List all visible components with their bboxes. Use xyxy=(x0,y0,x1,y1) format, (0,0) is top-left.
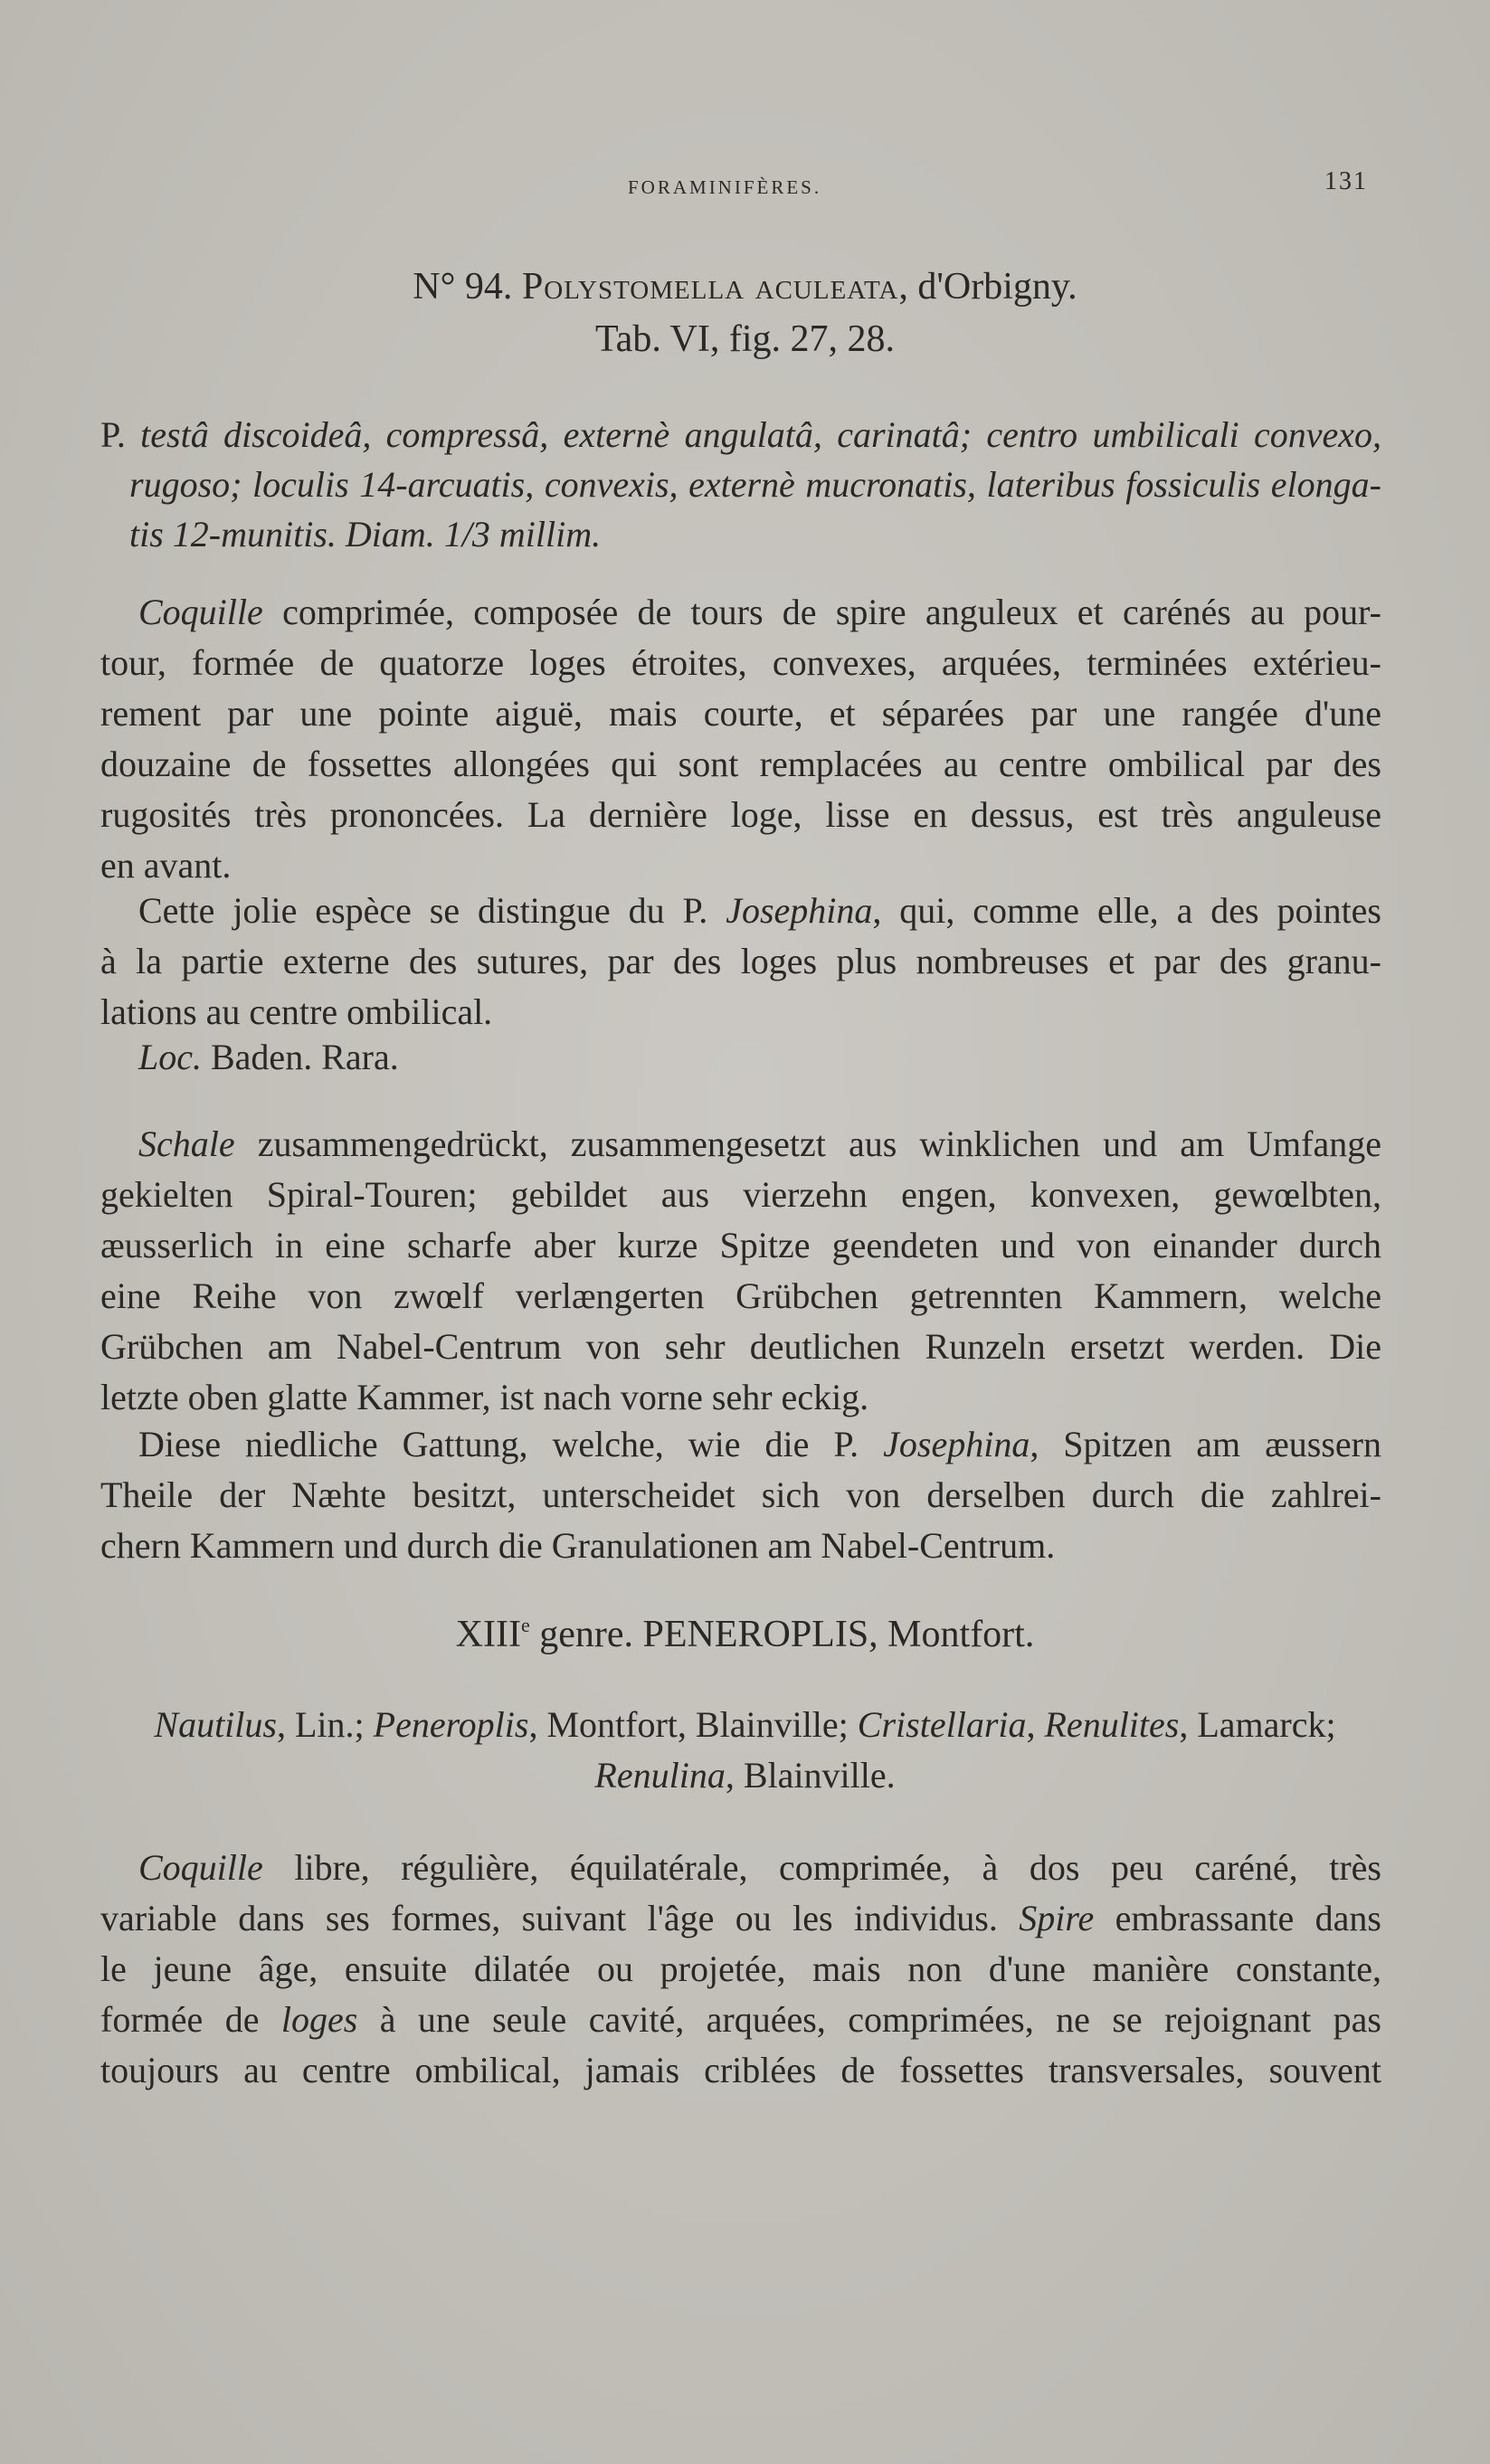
text-line: à la partie externe des sutures, par des loges plus nombreuses et par des granu- xyxy=(100,941,1381,981)
text-line xyxy=(138,888,1381,933)
running-title: FORAMINIFÈRES. xyxy=(628,176,822,198)
term-schale: Schale xyxy=(138,1123,235,1164)
text-line xyxy=(138,590,1381,635)
plate-reference: Tab. VI, fig. 27, 28. xyxy=(594,318,896,360)
latin-text: testâ discoideâ, compressâ, externè angulatâ, carinatâ; centro umbilicali convexo, xyxy=(140,414,1382,455)
text-line: en avant. xyxy=(100,845,232,886)
species-author: , d'Orbigny. xyxy=(898,266,1077,308)
latin-line: rugoso; loculis 14-arcuatis, convexis, externè mucronatis, lateribus fossiculis elonga- xyxy=(129,464,1381,505)
text-line: lations au centre ombilical. xyxy=(100,991,493,1032)
text-line xyxy=(138,1845,1381,1891)
locality-label: Loc. xyxy=(138,1037,202,1077)
page-number: 131 xyxy=(1324,167,1368,195)
term-coquille: Coquille xyxy=(138,592,263,632)
synonym: Renulina xyxy=(594,1755,726,1796)
genus-title xyxy=(0,1612,1490,1657)
locality-text: Baden. Rara. xyxy=(202,1037,399,1077)
synonymy-line xyxy=(0,1702,1490,1748)
synonym-sep: , Lamarck; xyxy=(1179,1704,1336,1745)
text-line xyxy=(100,1997,1381,2042)
line-text: à une seule cavité, arquées, comprimées, ne se rejoignant pas xyxy=(357,1999,1381,2040)
text-line: gekielten Spiral-Touren; gebildet aus vierzehn engen, konvexen, gewœlbten, xyxy=(100,1174,1381,1215)
text-line: le jeune âge, ensuite dilatée ou projetée, mais non d'une manière constante, xyxy=(100,1948,1381,1989)
synonym: Renulites xyxy=(1044,1704,1180,1745)
text-line: Grübchen am Nabel-Centrum von sehr deutlichen Runzeln ersetzt werden. Die xyxy=(100,1326,1381,1367)
latin-line: tis 12-munitis. Diam. 1/3 millim. xyxy=(129,514,602,554)
line-text: libre, régulière, équilatérale, comprimée, à dos peu caréné, très xyxy=(262,1847,1381,1888)
synonym-sep: , Montfort, Blainville; xyxy=(528,1704,858,1745)
synonymy-line xyxy=(0,1753,1490,1798)
term-josephina: Josephina xyxy=(726,890,873,931)
term-coquille: Coquille xyxy=(138,1847,263,1888)
species-number: N° 94. xyxy=(413,266,513,308)
genus-title-text: genre. PENEROPLIS, Montfort. xyxy=(529,1614,1035,1655)
species-title xyxy=(0,264,1490,309)
text-line: letzte oben glatte Kammer, ist nach vorne sehr eckig. xyxy=(100,1377,869,1417)
term-josephina: Josephina xyxy=(883,1424,1030,1464)
text-line xyxy=(138,1122,1381,1167)
line-text: zusammengedrückt, zusammengesetzt aus winklichen und am Umfange xyxy=(234,1123,1381,1164)
synonym: Peneroplis xyxy=(373,1704,529,1745)
text-line xyxy=(138,1422,1381,1467)
text-line: æusserlich in eine scharfe aber kurze Spitze geendeten und von einander durch xyxy=(100,1225,1381,1265)
line-text: formée de xyxy=(100,1999,281,2040)
latin-lead: P. xyxy=(100,414,141,455)
line-text: , Spitzen am æussern xyxy=(1030,1424,1381,1464)
latin-line xyxy=(100,412,1381,458)
line-text: Diese niedliche Gattung, welche, wie die P. xyxy=(138,1424,884,1464)
genus-superscript: e xyxy=(520,1614,530,1636)
synonym-sep: , xyxy=(1026,1704,1045,1745)
text-line: tour, formée de quatorze loges étroites, convexes, arquées, terminées extérieu- xyxy=(100,642,1381,683)
line-text: comprimée, composée de tours de spire anguleux et carénés au pour- xyxy=(262,592,1381,632)
line-text: , qui, comme elle, a des pointes xyxy=(872,890,1382,931)
genus-number: XIII xyxy=(455,1614,521,1655)
text-line xyxy=(100,1896,1381,1941)
term-spire: Spire xyxy=(1019,1898,1095,1938)
synonym-sep: , Lin.; xyxy=(276,1704,374,1745)
line-text: Cette jolie espèce se distingue du P. xyxy=(138,890,726,931)
line-text: variable dans ses formes, suivant l'âge ou les individus. xyxy=(100,1898,1020,1938)
species-name: Polystomella aculeata xyxy=(521,266,899,308)
text-line: toujours au centre ombilical, jamais criblées de fossettes transversales, souvent xyxy=(100,2050,1381,2090)
text-line: rement par une pointe aiguë, mais courte, et séparées par une rangée d'une xyxy=(100,693,1381,734)
synonym: Cristellaria xyxy=(857,1704,1027,1745)
text-line: rugosités très prononcées. La dernière loge, lisse en dessus, est très anguleuse xyxy=(100,794,1381,835)
text-line: eine Reihe von zwœlf verlængerten Grübchen getrennten Kammern, welche xyxy=(100,1275,1381,1316)
text-line: Theile der Næhte besitzt, unterscheidet sich von derselben durch die zahlrei- xyxy=(100,1474,1381,1515)
term-loges: loges xyxy=(280,1999,358,2040)
text-line: chern Kammern und durch die Granulationen am Nabel-Centrum. xyxy=(100,1525,1056,1566)
line-text: embrassante dans xyxy=(1094,1898,1382,1938)
locality xyxy=(138,1035,399,1080)
text-line: douzaine de fossettes allongées qui sont remplacées au centre ombilical par des xyxy=(100,744,1381,784)
synonym: Nautilus xyxy=(154,1704,277,1745)
synonym-sep: , Blainville. xyxy=(725,1755,896,1796)
